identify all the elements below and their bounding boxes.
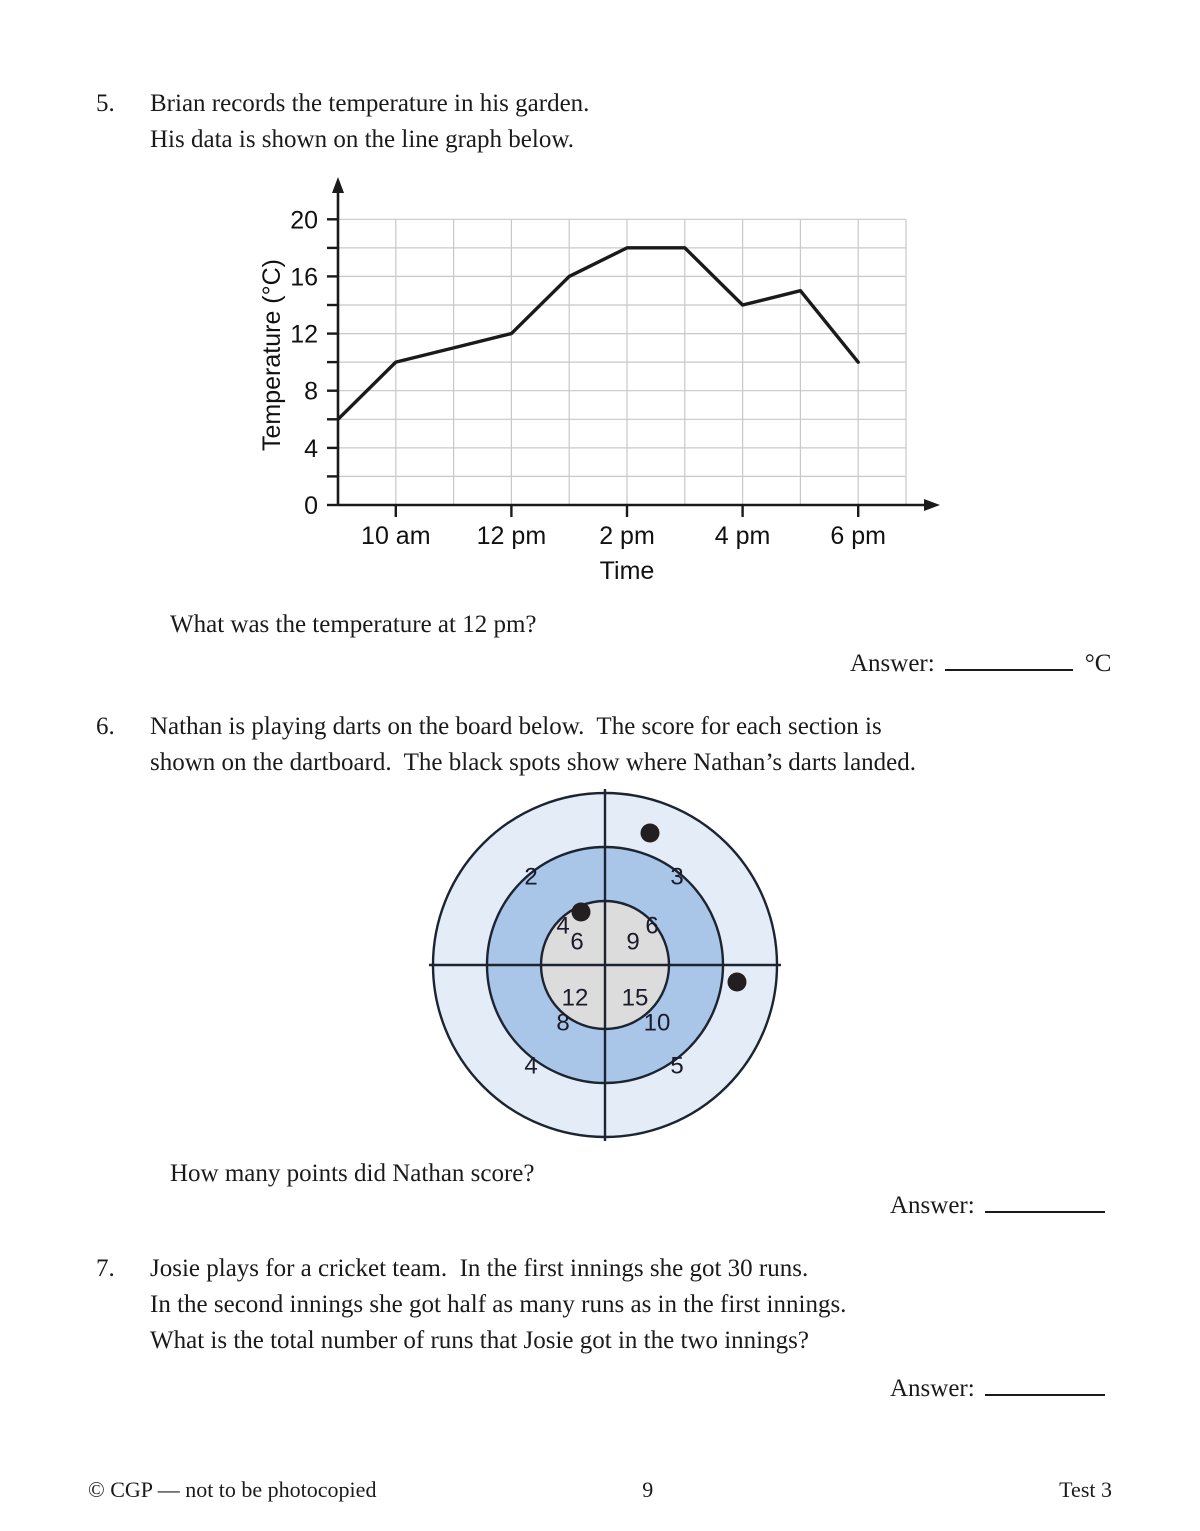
dart-spot-1	[641, 824, 660, 843]
dart-spot-3	[728, 973, 747, 992]
x-tick-label-2pm: 2 pm	[599, 522, 655, 550]
footer-copyright: © CGP — not to be photocopied	[88, 1477, 377, 1502]
question-6-line-2: shown on the dartboard. The black spots show where Nathan’s darts landed.	[150, 749, 917, 776]
question-7-number: 7.	[96, 1255, 115, 1282]
temperature-line-graph	[250, 165, 950, 590]
x-tick-label-6pm: 6 pm	[830, 522, 886, 550]
chart-gridlines	[338, 219, 906, 505]
question-7-answer-label: Answer:	[890, 1375, 975, 1402]
question-7-line-3: What is the total number of runs that Josie got in the two innings?	[150, 1327, 809, 1354]
question-6-line-1: Nathan is playing darts on the board below. The score for each section is	[150, 713, 882, 740]
question-6-answer-blank[interactable]	[985, 1210, 1105, 1213]
dartboard-inner-bottom-left-score: 12	[561, 984, 589, 1012]
dartboard-outer-bottom-right-score: 5	[670, 1052, 684, 1080]
dartboard-middle-top-left-score: 4	[556, 912, 570, 940]
question-6-answer-row	[890, 1192, 1105, 1220]
x-axis-title: Time	[599, 557, 655, 585]
x-tick-label-12pm: 12 pm	[476, 522, 547, 550]
question-5-answer-row	[850, 650, 1111, 678]
question-7-line-1: Josie plays for a cricket team. In the first innings she got 30 runs.	[150, 1255, 809, 1282]
dartboard-diagram	[415, 775, 795, 1155]
x-tick-label-4pm: 4 pm	[714, 522, 771, 550]
dartboard-middle-top-right-score: 6	[645, 912, 659, 940]
chart-axes	[338, 189, 928, 505]
question-5-text	[150, 86, 1108, 158]
question-7	[88, 1251, 1108, 1359]
x-axis-ticks	[396, 505, 858, 517]
footer-test-label: Test 3	[1059, 1477, 1112, 1502]
y-axis-arrow	[332, 177, 344, 193]
y-axis-ticks	[327, 219, 338, 505]
question-5-line-2: His data is shown on the line graph below.	[150, 126, 574, 153]
question-5-subquestion: What was the temperature at 12 pm?	[170, 611, 537, 638]
question-5-answer-label: Answer:	[850, 650, 935, 677]
dartboard-middle-bottom-right-score: 10	[643, 1009, 671, 1037]
dartboard-middle-bottom-left-score: 8	[556, 1009, 570, 1037]
question-6-number: 6.	[96, 713, 115, 740]
question-7-answer-row	[890, 1375, 1105, 1403]
dartboard-inner-top-left-score: 6	[570, 928, 584, 956]
question-7-line-2: In the second innings she got half as many runs as in the first innings.	[150, 1291, 847, 1318]
dartboard-outer-bottom-left-score: 4	[524, 1052, 538, 1080]
dart-spot-2	[572, 903, 591, 922]
question-5-number: 5.	[96, 90, 115, 117]
y-tick-label-16: 16	[290, 263, 318, 292]
footer-page-number: 9	[642, 1477, 654, 1502]
y-tick-label-12: 12	[290, 320, 318, 349]
dartboard-inner-bottom-right-score: 15	[621, 984, 649, 1012]
question-6-subquestion: How many points did Nathan score?	[170, 1160, 535, 1187]
dartboard-outer-top-right-score: 3	[670, 863, 684, 891]
question-5-answer-blank[interactable]	[945, 668, 1073, 671]
x-axis-arrow	[924, 499, 940, 511]
page-footer	[88, 1477, 1112, 1503]
y-tick-label-4: 4	[304, 434, 318, 463]
y-tick-label-20: 20	[290, 206, 318, 235]
dartboard-outer-top-left-score: 2	[524, 863, 538, 891]
question-5	[88, 86, 1108, 158]
y-axis-title: Temperature (°C)	[258, 259, 286, 451]
question-6	[88, 709, 1108, 781]
question-7-answer-blank[interactable]	[985, 1393, 1105, 1396]
dartboard-inner-top-right-score: 9	[626, 928, 640, 956]
x-tick-label-10am: 10 am	[361, 522, 431, 550]
question-6-text	[150, 709, 1108, 781]
question-7-text	[150, 1251, 1108, 1359]
question-5-answer-unit: °C	[1084, 650, 1112, 677]
question-5-line-1: Brian records the temperature in his garden.	[150, 90, 590, 117]
question-6-answer-label: Answer:	[890, 1192, 975, 1219]
y-tick-label-8: 8	[304, 377, 318, 406]
y-tick-label-0: 0	[304, 492, 318, 520]
